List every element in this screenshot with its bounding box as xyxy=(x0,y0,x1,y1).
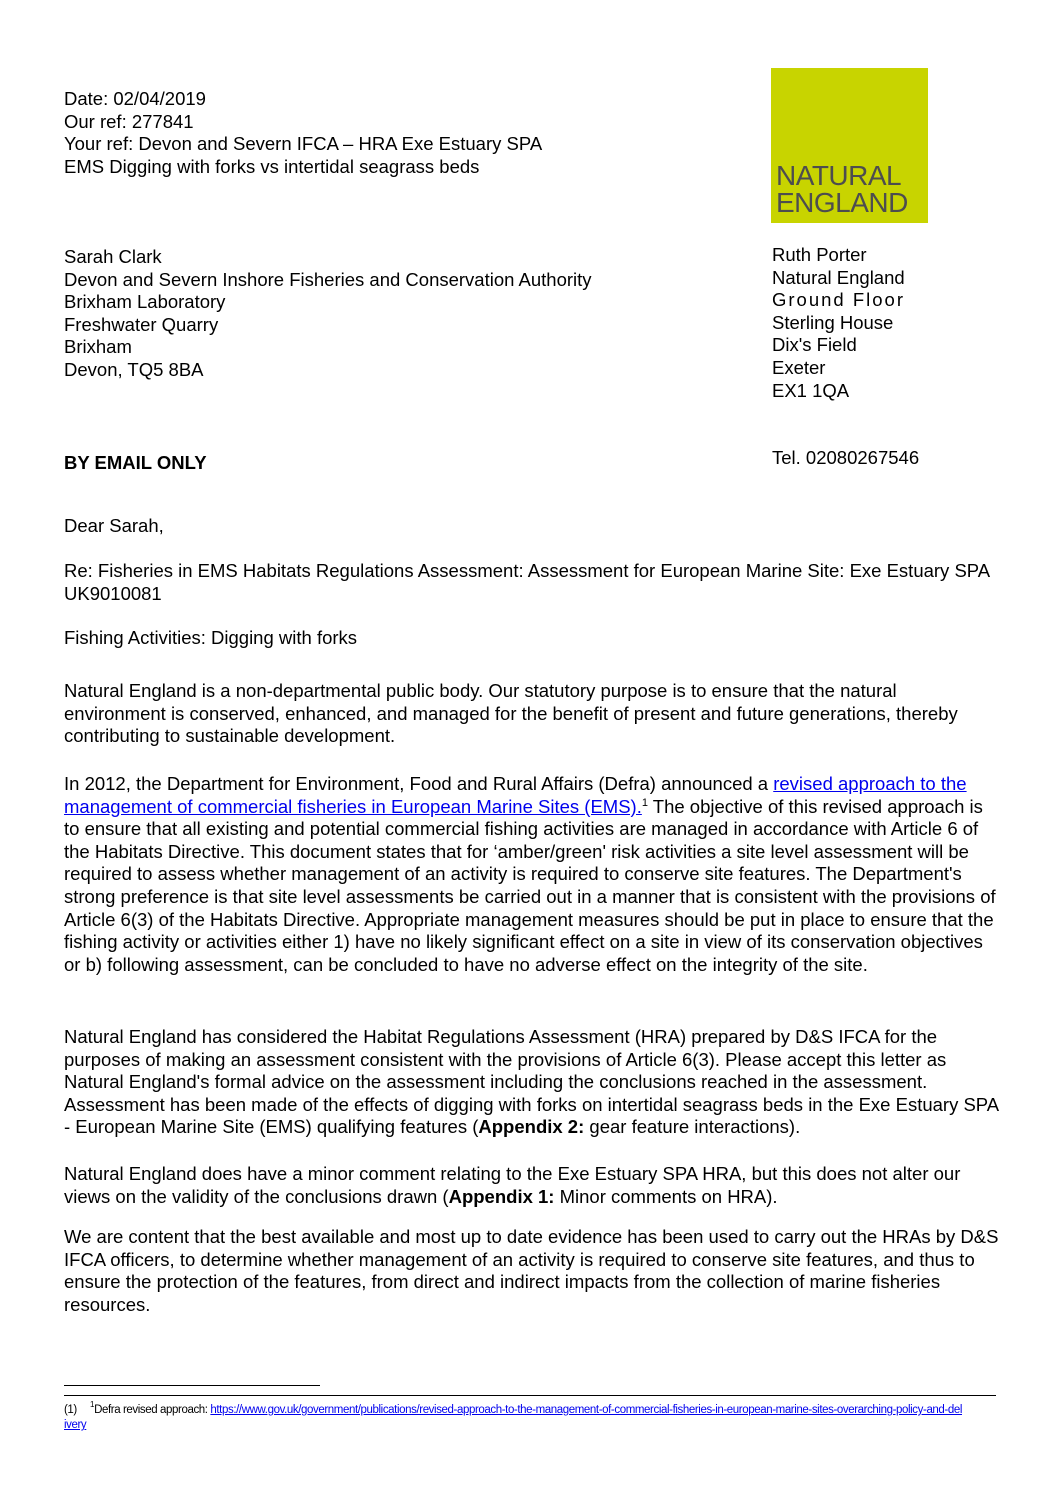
recipient-line: Devon, TQ5 8BA xyxy=(64,358,204,380)
footnote-url-link[interactable]: https://www.gov.uk/government/publications/revised-approach-to-the-management-of-commercial-fisheries-in-european-marine-sites-overarching-policy-and-delivery xyxy=(64,1404,963,1431)
sender-floor: Ground Floor xyxy=(772,289,905,311)
sender-postcode: EX1 1QA xyxy=(772,379,850,401)
paragraph-text: The objective of this revised approach is to ensure that all existing and potential commercial fishing activities are managed in accordance with Article 6 of the Habitats Directive. This document states that for ‘amber/green' risk activities a site level assessment will be required to assess whether management of an activity is required to conserve site features. The Department's strong preference is that site level assessments be carried out in a manner that is consistent with the provisions of Article 6(3) of the Habitats Directive. Appropriate management measures should be put in place to ensure that the fishing activity or activities either 1) have no likely significant effect on a site in view of its conservation objectives or b) following assessment, can be concluded to have no adverse effect on the integrity of the site. xyxy=(64,795,996,975)
salutation: Dear Sarah, xyxy=(64,515,164,536)
paragraph-hra xyxy=(64,1026,999,1139)
natural-england-logo xyxy=(771,68,928,223)
footnote-label: Defra revised approach: xyxy=(94,1404,211,1416)
appendix-1-ref: Appendix 1: xyxy=(448,1185,555,1207)
recipient-line: Sarah Clark xyxy=(64,246,162,267)
sender-street: Dix's Field xyxy=(772,334,857,356)
revised-approach-link[interactable]: revised approach to the management of commercial fisheries in European Marine Sites (EMS). xyxy=(64,773,967,817)
logo-line-2: ENGLAND xyxy=(776,187,908,218)
recipient-address xyxy=(64,246,592,382)
paragraph-text: Natural England does have a minor comment relating to the Exe Estuary SPA HRA, but this does not alter our views on the validity of the conclusions drawn ( xyxy=(64,1163,961,1207)
footnote-sup: 1 xyxy=(90,1400,95,1409)
fishing-activities: Fishing Activities: Digging with forks xyxy=(64,627,358,648)
recipient-line: Freshwater Quarry xyxy=(64,313,219,335)
paragraph-text: Minor comments on HRA). xyxy=(554,1185,778,1207)
footnote-number: (1) xyxy=(64,1404,77,1416)
by-email-notice: BY EMAIL ONLY xyxy=(64,452,207,473)
reference-block xyxy=(64,88,542,178)
letter-subject: EMS Digging with forks vs intertidal seagrass beds xyxy=(64,155,480,177)
footnote xyxy=(64,1400,964,1433)
logo-line-1: NATURAL xyxy=(776,160,902,191)
paragraph-purpose: Natural England is a non-departmental public body. Our statutory purpose is to ensure that the natural environment is conserved, enhanced, and managed for the benefit of present and future generations, thereby contributing to sustainable development. xyxy=(64,680,958,747)
appendix-2-ref: Appendix 2: xyxy=(478,1116,585,1138)
recipient-line: Brixham Laboratory xyxy=(64,291,226,313)
paragraph-text: Natural England has considered the Habitat Regulations Assessment (HRA) prepared by D&S IFCA for the purposes of making an assessment consistent with the provisions of Article 6(3). Please accept this letter as Natural England's formal advice on the assessment including the conclusions reached in the assessment. Assessment has been made of the effects of digging with forks on intertidal seagrass beds in the Exe Estuary SPA - European Marine Site (EMS) qualifying features ( xyxy=(64,1026,999,1138)
sender-city: Exeter xyxy=(772,356,826,378)
letter-date: Date: 02/04/2019 xyxy=(64,88,206,109)
paragraph-evidence: We are content that the best available and most up to date evidence has been used to carry out the HRAs by D&S IFCA officers, to determine whether management of an activity is required to conserve site features, and thus to ensure the protection of the features, from direct and indirect impacts from the collection of marine fisheries resources. xyxy=(64,1226,999,1315)
sender-building: Sterling House xyxy=(772,311,894,333)
sender-telephone: Tel. 02080267546 xyxy=(772,447,920,468)
footnote-separator xyxy=(64,1385,320,1386)
recipient-line: Devon and Severn Inshore Fisheries and Conservation Authority xyxy=(64,268,592,290)
recipient-line: Brixham xyxy=(64,336,132,358)
sender-org: Natural England xyxy=(772,266,905,288)
sender-address xyxy=(772,244,905,402)
our-ref: Our ref: 277841 xyxy=(64,110,194,132)
sender-name: Ruth Porter xyxy=(772,244,867,265)
your-ref: Your ref: Devon and Severn IFCA – HRA Exe Estuary SPA xyxy=(64,133,543,155)
paragraph-defra xyxy=(64,773,999,976)
paragraph-text: In 2012, the Department for Environment, Food and Rural Affairs (Defra) announced a xyxy=(64,773,774,794)
footer-rule xyxy=(64,1395,996,1396)
re-line: Re: Fisheries in EMS Habitats Regulations Assessment: Assessment for European Marine Site: Exe Estuary SPA UK9010081 xyxy=(64,560,990,604)
footnote-reference: 1 xyxy=(641,796,648,809)
paragraph-minor-comment xyxy=(64,1163,999,1208)
paragraph-text: gear feature interactions). xyxy=(584,1116,801,1138)
